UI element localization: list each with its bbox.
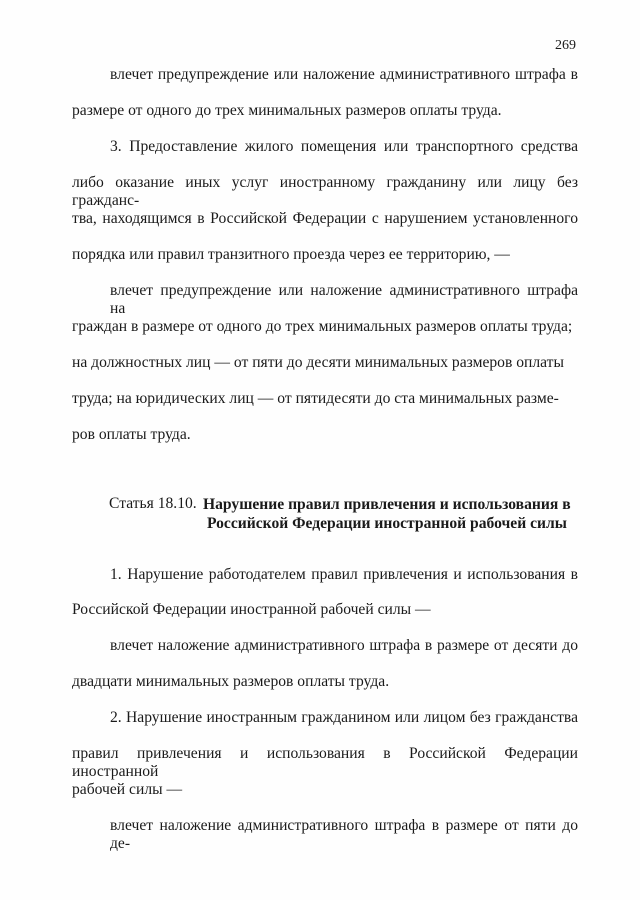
article-title-line: Нарушение правил привлечения и использования в	[203, 496, 571, 513]
text-line: 2. Нарушение иностранным гражданином или лицом без гражданства	[110, 709, 578, 726]
text-line: граждан в размере от одного до трех минимальных размеров оплаты труда;	[72, 318, 573, 335]
text-line: влечет предупреждение или наложение административного штрафа на	[110, 282, 578, 317]
page-number: 269	[555, 38, 576, 53]
text-line: рабочей силы —	[72, 781, 183, 798]
article-title-line: Российской Федерации иностранной рабочей силы	[207, 515, 567, 532]
text-line: труда; на юридических лиц — от пятидесяти до ста минимальных разме-	[72, 390, 559, 407]
text-line: правил привлечения и использования в Российской Федерации иностранной	[72, 745, 578, 780]
text-line: на должностных лиц — от пяти до десяти минимальных размеров оплаты	[72, 354, 564, 371]
text-line: либо оказание иных услуг иностранному гражданину или лицу без гражданс-	[72, 174, 578, 209]
text-line: Российской Федерации иностранной рабочей силы —	[72, 601, 431, 618]
text-line: 1. Нарушение работодателем правил привлечения и использования в	[110, 566, 578, 583]
text-line: влечет наложение административного штрафа в размере от пяти до де-	[110, 817, 578, 852]
article-number: Статья 18.10.	[109, 495, 197, 512]
text-line: влечет предупреждение или наложение административного штрафа в	[110, 66, 578, 83]
text-line: тва, находящимся в Российской Федерации с нарушением установленного	[72, 210, 578, 227]
text-line: влечет наложение административного штрафа в размере от десяти до	[110, 637, 578, 654]
text-line: ров оплаты труда.	[72, 426, 191, 443]
text-line: размере от одного до трех минимальных размеров оплаты труда.	[72, 102, 502, 119]
article-title	[203, 495, 583, 533]
text-line: порядка или правил транзитного проезда через ее территорию, —	[72, 246, 510, 263]
text-line: 3. Предоставление жилого помещения или транспортного средства	[110, 138, 578, 155]
text-line: двадцати минимальных размеров оплаты труда.	[72, 673, 390, 690]
